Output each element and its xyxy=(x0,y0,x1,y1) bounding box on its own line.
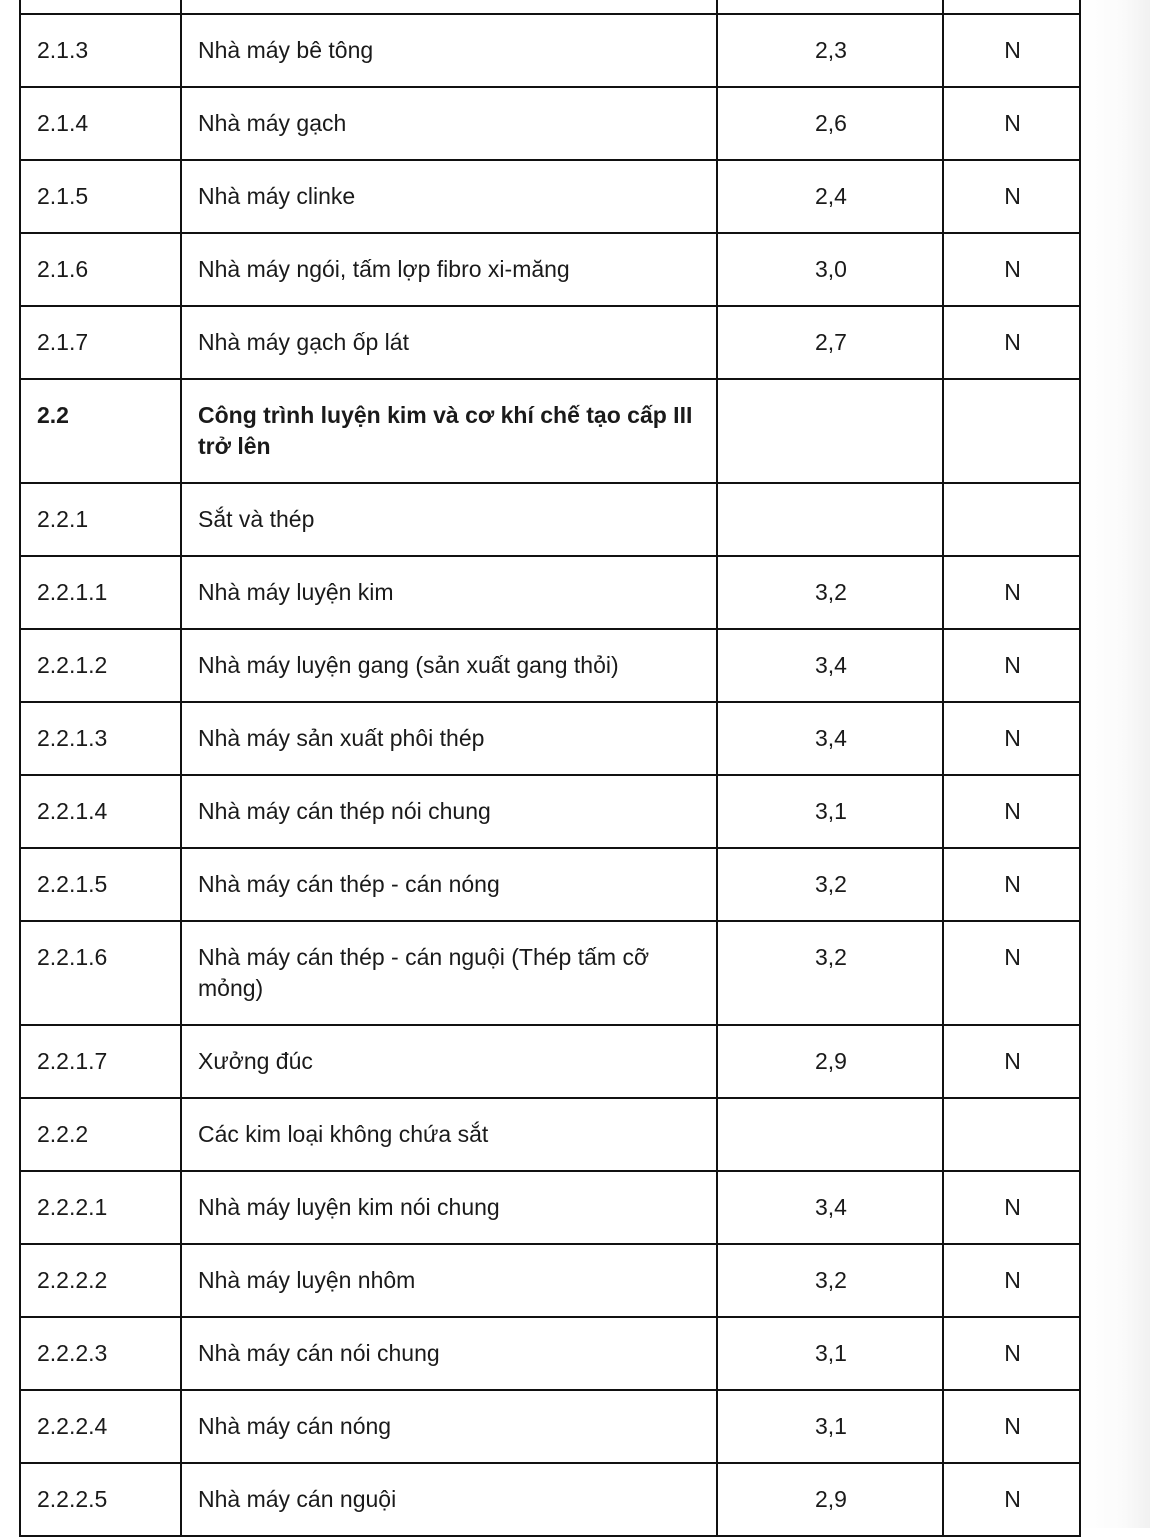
value-cell xyxy=(717,1098,943,1171)
value-cell: 2,3 xyxy=(717,14,943,87)
value-cell: 3,1 xyxy=(717,1317,943,1390)
code-cell: 2.1.3 xyxy=(20,14,181,87)
code-cell: 2.2.2.1 xyxy=(20,1171,181,1244)
table-row xyxy=(20,848,1080,921)
value-cell: 3,0 xyxy=(717,233,943,306)
value-cell: 2,9 xyxy=(717,1025,943,1098)
name-cell: Nhà máy luyện nhôm xyxy=(181,1244,717,1317)
code-cell: 2.2.2 xyxy=(20,1098,181,1171)
table-subsection-row xyxy=(20,483,1080,556)
table-row xyxy=(20,233,1080,306)
table-row xyxy=(20,629,1080,702)
table-row xyxy=(20,556,1080,629)
table-subsection-row xyxy=(20,1098,1080,1171)
table-row xyxy=(20,1317,1080,1390)
table-row xyxy=(20,87,1080,160)
flag-cell: N xyxy=(943,556,1080,629)
value-cell: 3,1 xyxy=(717,775,943,848)
table-row xyxy=(20,1390,1080,1463)
name-cell: Nhà máy clinke xyxy=(181,160,717,233)
value-cell: 3,2 xyxy=(717,848,943,921)
name-cell: Nhà máy bê tông xyxy=(181,14,717,87)
value-cell: 2,9 xyxy=(717,1463,943,1536)
table-row-partial xyxy=(20,0,1080,14)
flag-cell: N xyxy=(943,1244,1080,1317)
value-cell: 3,4 xyxy=(717,1171,943,1244)
value-cell: 3,2 xyxy=(717,1244,943,1317)
value-cell: 2,7 xyxy=(717,306,943,379)
value-cell: 3,1 xyxy=(717,1390,943,1463)
name-cell: Nhà máy gạch ốp lát xyxy=(181,306,717,379)
name-cell: Nhà máy cán nguội xyxy=(181,1463,717,1536)
name-cell: Nhà máy luyện gang (sản xuất gang thỏi) xyxy=(181,629,717,702)
table-row xyxy=(20,1171,1080,1244)
name-cell: Nhà máy ngói, tấm lợp fibro xi-măng xyxy=(181,233,717,306)
code-cell: 2.2.2.5 xyxy=(20,1463,181,1536)
code-cell: 2.1.4 xyxy=(20,87,181,160)
flag-cell: N xyxy=(943,629,1080,702)
code-cell: 2.2.2.4 xyxy=(20,1390,181,1463)
code-cell: 2.2.1.7 xyxy=(20,1025,181,1098)
name-cell: Công trình luyện kim và cơ khí chế tạo cấp III trở lên xyxy=(181,379,717,483)
flag-cell: N xyxy=(943,1390,1080,1463)
code-cell: 2.2.1.2 xyxy=(20,629,181,702)
value-cell: 3,2 xyxy=(717,921,943,1025)
name-cell: Sắt và thép xyxy=(181,483,717,556)
value-cell: 2,6 xyxy=(717,87,943,160)
page-edge-shade xyxy=(1079,0,1150,1528)
code-cell: 2.2.1 xyxy=(20,483,181,556)
name-cell: Xưởng đúc xyxy=(181,1025,717,1098)
flag-cell: N xyxy=(943,306,1080,379)
table-row xyxy=(20,1244,1080,1317)
table-row xyxy=(20,14,1080,87)
flag-cell xyxy=(943,379,1080,483)
value-cell: 3,4 xyxy=(717,629,943,702)
table-row xyxy=(20,702,1080,775)
value-cell xyxy=(717,379,943,483)
name-cell: Nhà máy luyện kim nói chung xyxy=(181,1171,717,1244)
value-cell: 2,4 xyxy=(717,160,943,233)
flag-cell xyxy=(943,483,1080,556)
flag-cell: N xyxy=(943,702,1080,775)
code-cell: 2.2 xyxy=(20,379,181,483)
table-row xyxy=(20,775,1080,848)
table-section-row xyxy=(20,379,1080,483)
code-cell: 2.1.5 xyxy=(20,160,181,233)
code-cell: 2.2.1.4 xyxy=(20,775,181,848)
name-cell: Nhà máy sản xuất phôi thép xyxy=(181,702,717,775)
name-cell: Nhà máy cán nói chung xyxy=(181,1317,717,1390)
code-cell: 2.1.6 xyxy=(20,233,181,306)
code-cell: 2.2.2.2 xyxy=(20,1244,181,1317)
flag-cell: N xyxy=(943,1463,1080,1536)
name-cell: Nhà máy cán thép - cán nóng xyxy=(181,848,717,921)
name-cell: Nhà máy gạch xyxy=(181,87,717,160)
flag-cell: N xyxy=(943,921,1080,1025)
flag-cell xyxy=(943,1098,1080,1171)
table-row xyxy=(20,160,1080,233)
flag-cell: N xyxy=(943,1317,1080,1390)
table-row xyxy=(20,921,1080,1025)
name-cell: Nhà máy luyện kim xyxy=(181,556,717,629)
name-cell: Các kim loại không chứa sắt xyxy=(181,1098,717,1171)
flag-cell: N xyxy=(943,87,1080,160)
flag-cell: N xyxy=(943,160,1080,233)
code-cell: 2.2.1.1 xyxy=(20,556,181,629)
flag-cell: N xyxy=(943,775,1080,848)
code-cell: 2.2.1.6 xyxy=(20,921,181,1025)
value-cell xyxy=(717,483,943,556)
table-row xyxy=(20,306,1080,379)
name-cell: Nhà máy cán nóng xyxy=(181,1390,717,1463)
name-cell: Nhà máy cán thép nói chung xyxy=(181,775,717,848)
table-row xyxy=(20,1025,1080,1098)
table-row xyxy=(20,1463,1080,1536)
name-cell: Nhà máy cán thép - cán nguội (Thép tấm cỡ mỏng) xyxy=(181,921,717,1025)
flag-cell: N xyxy=(943,14,1080,87)
code-cell: 2.2.1.3 xyxy=(20,702,181,775)
value-cell: 3,2 xyxy=(717,556,943,629)
code-cell: 2.2.1.5 xyxy=(20,848,181,921)
flag-cell: N xyxy=(943,1171,1080,1244)
value-cell: 3,4 xyxy=(717,702,943,775)
data-table xyxy=(19,0,1081,1537)
code-cell: 2.2.2.3 xyxy=(20,1317,181,1390)
flag-cell: N xyxy=(943,848,1080,921)
flag-cell: N xyxy=(943,233,1080,306)
code-cell: 2.1.7 xyxy=(20,306,181,379)
flag-cell: N xyxy=(943,1025,1080,1098)
